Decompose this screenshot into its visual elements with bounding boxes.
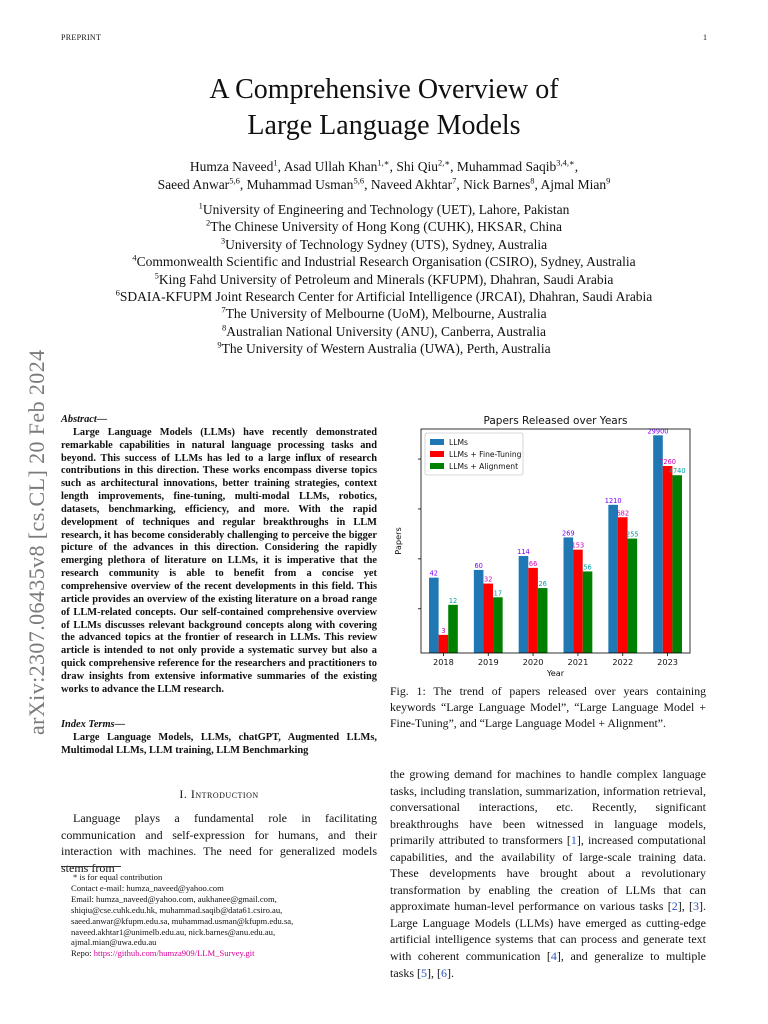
bar xyxy=(474,570,484,653)
author-name: Naveed Akhtar$^7$ xyxy=(370,175,457,192)
affiliation xyxy=(0,271,768,288)
authors-line-1: Humza Naveed$^1$, Asad Ullah Khan$^{1,∗}$, Shi Qiu$^{2,∗}$, Muhammad Saqib$^{3,4,∗}$, xyxy=(189,157,579,174)
affiliation-list xyxy=(0,201,768,358)
affiliation-text: The University of Melbourne (UoM), Melbourne, Australia xyxy=(225,306,547,322)
bar-value-label: 269 xyxy=(562,529,575,538)
bar-value-label: 153 xyxy=(571,541,585,550)
footnotes xyxy=(61,872,377,959)
bar-value-label: 29900 xyxy=(647,427,669,436)
footnote-email-2: shiqiu@cse.cuhk.edu.hk, muhammad.saqib@data61.csiro.au, xyxy=(71,904,283,915)
body-paragraph xyxy=(390,766,706,981)
legend-label: LLMs + Alignment xyxy=(449,462,519,471)
intro-text: Language plays a fundamental role in facilitating communication and self-expression for humans, and their interaction with machines. The need for generalized models stems from xyxy=(61,811,377,875)
affiliation xyxy=(0,288,768,305)
chart-title: Papers Released over Years xyxy=(483,415,628,427)
legend-label: LLMs xyxy=(449,438,468,447)
bar xyxy=(663,466,673,653)
bar-value-label: 114 xyxy=(517,548,530,557)
abstract-text: Large Language Models (LLMs) have recently demonstrated remarkable capabilities in natural language processing tasks and beyond. This success of LLMs has led to a large influx of research contributions in this direction. These works encompass diverse topics such as architectural innovations, better training strategies, context length improvements, fine-tuning, multi-modal LLMs, robotics, datasets, benchmarking, efficiency, and more. With the rapid development of techniques and regular breakthroughs in LLM research, it has become considerably challenging to perceive the bigger picture of the advances in this direction. Considering the rapidly emerging plethora of literature on LLMs, it is imperative that the research community is able to benefit from a concise yet comprehensive overview of the recent developments in this field. This article provides an overview of the existing literature on a broad range of LLM-related concepts. Our self-contained comprehensive overview of LLMs discusses relevant background concepts along with covering the advanced topics at the frontier of research in LLMs. This review article is intended to not only provide a systematic survey but also a quick comprehensive reference for the researchers and practitioners to draw insights from extensive informative summaries of the existing works to advance the LLM research. xyxy=(61,426,377,695)
x-tick-label: 2020 xyxy=(522,657,544,667)
bar xyxy=(519,556,529,653)
affiliation xyxy=(0,340,768,357)
author-name: Humza Naveed$^1$ xyxy=(189,157,278,174)
bar-value-label: 32 xyxy=(484,575,493,584)
author-affiliation-marker: 3,4,∗ xyxy=(556,157,575,168)
running-header-left: PREPRINT xyxy=(61,33,102,42)
body-text: ], [ xyxy=(677,899,693,914)
affiliation-marker: 9 xyxy=(217,339,222,350)
affiliation-text: University of Engineering and Technology (UET), Lahore, Pakistan xyxy=(202,202,570,217)
affiliation-text: Commonwealth Scientific and Industrial Research Organisation (CSIRO), Sydney, Australia xyxy=(136,254,636,270)
author-affiliation-marker: 1 xyxy=(273,157,278,168)
legend-label: LLMs + Fine-Tuning xyxy=(449,450,522,459)
affiliation xyxy=(0,253,768,270)
author-name: Muhammad Usman$^{5,6}$ xyxy=(246,175,365,192)
author-affiliation-marker: 5,6 xyxy=(229,175,240,186)
bar xyxy=(429,578,439,653)
author-name: Nick Barnes$^8$ xyxy=(463,175,535,192)
footnote-email-3: saeed.anwar@kfupm.edu.sa, muhammad.usman@kfupm.edu.sa, xyxy=(71,915,294,926)
bar xyxy=(608,505,618,653)
bar xyxy=(493,597,503,653)
figure-caption xyxy=(390,683,706,731)
x-tick-label: 2022 xyxy=(612,657,634,667)
bar-value-label: 255 xyxy=(626,530,639,539)
x-tick-label: 2021 xyxy=(567,657,589,667)
bar-value-label: 3 xyxy=(441,626,446,635)
affiliation xyxy=(0,236,768,253)
caption-text: The trend of papers released over years containing keywords “Large Language Model”, “Large Language Model + Fine-Tuning”, and “Large Language Model + Alignment”. xyxy=(390,684,707,730)
bar xyxy=(583,571,593,653)
author-name: Ajmal Mian$^9$ xyxy=(540,175,611,192)
repo-link[interactable]: https://github.com/humza909/LLM_Survey.git xyxy=(93,948,255,959)
citation-link[interactable]: 6 xyxy=(441,965,447,980)
author-affiliation-marker: 5,6 xyxy=(353,175,365,186)
body-text: ]. Large Language Models (LLMs) have emerged as cutting-edge artificial intelligence systems that can process and generate text with coherent communication [ xyxy=(390,899,706,964)
affiliation-marker: 5 xyxy=(154,270,159,281)
author-affiliation-marker: 9 xyxy=(606,175,611,186)
affiliation-marker: 7 xyxy=(221,304,226,315)
paper-title xyxy=(0,72,768,144)
index-terms xyxy=(61,719,377,758)
footnote-rule xyxy=(61,866,121,867)
footnote-email-1: Email: humza_naveed@yahoo.com, aukhanee@gmail.com, xyxy=(71,893,277,904)
bar-value-label: 26 xyxy=(538,580,547,589)
bar xyxy=(483,584,493,653)
affiliation-text: SDAIA-KFUPM Joint Research Center for Artificial Intelligence (JRCAI), Dhahran, Saudi Arabia xyxy=(119,289,653,305)
author-affiliation-marker: 8 xyxy=(530,175,535,186)
bar-value-label: 12 xyxy=(448,596,458,605)
bar xyxy=(538,588,548,653)
legend-swatch xyxy=(430,463,444,469)
section-title: Introduction xyxy=(190,787,259,801)
author-name: Asad Ullah Khan$^{1,∗}$ xyxy=(283,157,390,174)
bar-value-label: 7260 xyxy=(659,457,676,466)
affiliation-text: The University of Western Australia (UWA), Perth, Australia xyxy=(221,341,551,357)
section-number: I. xyxy=(179,787,191,801)
x-tick-label: 2018 xyxy=(432,657,454,667)
page-number: 1 xyxy=(703,33,708,42)
author-affiliation-marker: 1,∗ xyxy=(377,157,390,168)
footnote-equal-contribution: * is for equal contribution xyxy=(73,872,163,882)
affiliation-text: King Fahd University of Petroleum and Minerals (KFUPM), Dhahran, Saudi Arabia xyxy=(158,271,614,287)
footnote-contact: Contact e-mail: humza_naveed@yahoo.com xyxy=(71,882,224,893)
bar xyxy=(573,550,583,653)
bar-value-label: 56 xyxy=(583,563,592,572)
author-affiliation-marker: 2,∗ xyxy=(437,157,451,168)
index-terms-heading: Index Terms— xyxy=(61,719,125,730)
bar xyxy=(672,475,682,653)
author-name: Muhammad Saqib$^{3,4,∗}$ xyxy=(456,157,575,174)
citation-link[interactable]: 2 xyxy=(671,899,678,914)
affiliation-text: University of Technology Sydney (UTS), Sydney, Australia xyxy=(225,236,548,252)
x-axis-label: Year xyxy=(546,668,565,678)
bar xyxy=(564,537,574,653)
affiliation xyxy=(0,323,768,340)
citation-link[interactable]: 1 xyxy=(570,833,577,848)
arxiv-id: arXiv:2307.06435v8 [cs.CL] 20 Feb 2024 xyxy=(24,349,49,735)
bar xyxy=(439,635,449,653)
bar-value-label: 17 xyxy=(493,589,503,598)
index-terms-text: Large Language Models, LLMs, chatGPT, Augmented LLMs, Multimodal LLMs, LLM training, LLM Benchmarking xyxy=(61,731,377,756)
citation-link[interactable]: 3 xyxy=(693,899,699,914)
caption-label: Fig. 1: xyxy=(390,684,426,698)
affiliation-marker: 8 xyxy=(221,322,227,333)
papers-chart xyxy=(388,410,710,682)
section-heading xyxy=(61,787,377,802)
affiliation-marker: 3 xyxy=(220,235,226,246)
body-text: the growing demand for machines to handle complex language tasks, including translation, summarization, information retrieval, conversational interactions, etc. Recently, significant breakthroughs have been witnessed in language models, primarily attributed to transformers [ xyxy=(390,767,706,848)
affiliation-marker: 4 xyxy=(132,252,137,263)
bar-value-label: 1210 xyxy=(604,496,622,505)
title-line-1: A Comprehensive Overview of xyxy=(209,74,559,105)
title-line-2: Large Language Models xyxy=(247,110,521,141)
abstract xyxy=(61,414,377,697)
bar xyxy=(528,568,538,653)
bar-value-label: 66 xyxy=(528,559,538,568)
abstract-heading: Abstract— xyxy=(61,414,108,425)
chart-svg xyxy=(388,410,710,682)
bar-value-label: 682 xyxy=(616,509,630,518)
repo-label: Repo: xyxy=(71,948,94,959)
bar xyxy=(653,435,663,653)
body-text: ], [ xyxy=(427,965,441,980)
affiliation xyxy=(0,201,768,218)
author-list xyxy=(0,158,768,194)
footnote-repo xyxy=(61,948,377,959)
affiliation-text: The Chinese University of Hong Kong (CUHK), HKSAR, China xyxy=(210,219,562,235)
y-axis-label: Papers xyxy=(393,527,403,555)
author-name: Saeed Anwar$^{5,6}$ xyxy=(157,175,240,192)
x-tick-label: 2023 xyxy=(657,657,679,667)
bar-value-label: 60 xyxy=(474,561,483,570)
author-affiliation-marker: 7 xyxy=(452,175,457,186)
body-text: ], and generalize to multiple tasks [ xyxy=(390,949,706,980)
citation-link[interactable]: 4 xyxy=(550,949,557,964)
bar-value-label: 4740 xyxy=(668,467,686,476)
citation-link[interactable]: 5 xyxy=(421,965,427,980)
author-name: Shi Qiu$^{2,∗}$ xyxy=(396,157,451,174)
bar-value-label: 42 xyxy=(429,569,439,578)
footnote-email-4: naveed.akhtar1@unimelb.edu.au, nick.barnes@anu.edu.au, xyxy=(71,926,276,937)
authors-line-2: Saeed Anwar$^{5,6}$, Muhammad Usman$^{5,6}$, Naveed Akhtar$^7$, Nick Barnes$^8$, Ajmal Mian$^9$ xyxy=(157,175,611,192)
body-text: ]. xyxy=(447,965,454,980)
affiliation-text: Australian National University (ANU), Canberra, Australia xyxy=(226,323,547,339)
affiliation xyxy=(0,305,768,322)
affiliation xyxy=(0,218,768,235)
affiliation-marker: 6 xyxy=(115,287,120,298)
affiliation-marker: 2 xyxy=(206,217,211,228)
bar xyxy=(448,605,458,653)
x-tick-label: 2019 xyxy=(477,657,499,667)
body-text: ], increased computational capabilities, and the availability of large-scale training data. These developments have brought about a revolutionary transformation by enabling the creation of LLMs that can approximate human-level performance on various tasks [ xyxy=(390,833,706,914)
legend-swatch xyxy=(430,439,444,445)
bar xyxy=(628,539,638,653)
legend-swatch xyxy=(430,451,444,457)
footnote-email-5: ajmal.mian@uwa.edu.au xyxy=(71,937,157,948)
affiliation-marker: 1 xyxy=(198,200,203,211)
